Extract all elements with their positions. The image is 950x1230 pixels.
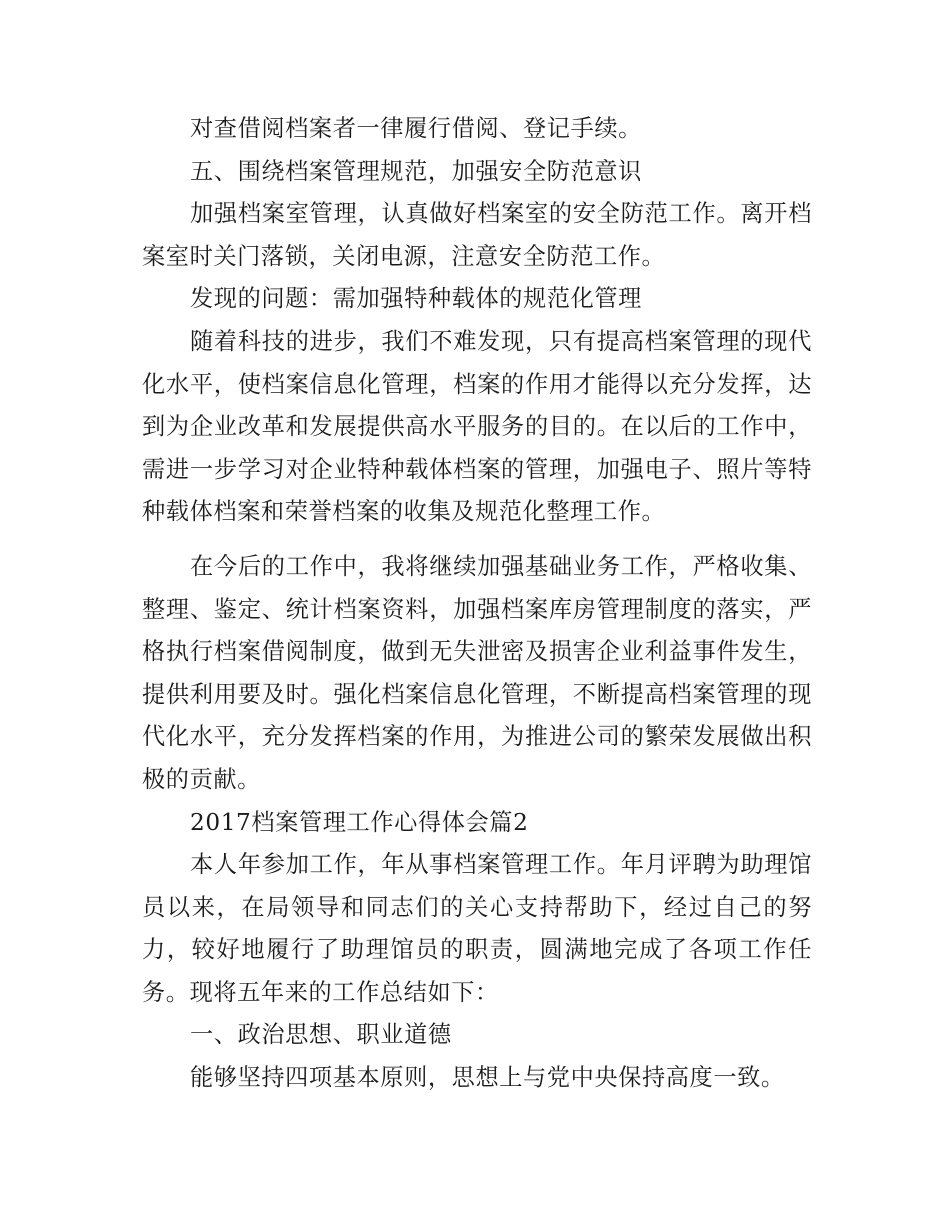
- paragraph-future-work: 在今后的工作中，我将继续加强基础业务工作，严格收集、整理、鉴定、统计档案资料，加强档案库房管理制度的落实，严格执行档案借阅制度，做到无失泄密及损害企业利益事件发生，提供利用要及时。强化档案信息化管理，不断提高档案管理的现代化水平，充分发挥档案的作用，为推进公司的繁荣发展做出积极的贡献。: [142, 552, 812, 793]
- section-heading-security: 五、围绕档案管理规范，加强安全防范意识: [190, 157, 642, 185]
- heading-problems-found: 发现的问题：需加强特种载体的规范化管理: [190, 285, 642, 313]
- paragraph-principles: 能够坚持四项基本原则，思想上与党中央保持高度一致。: [190, 1064, 785, 1092]
- article-title-part-2: 2017档案管理工作心得体会篇2: [190, 808, 529, 836]
- paragraph-borrowing-procedure: 对查借阅档案者一律履行借阅、登记手续。: [190, 115, 642, 142]
- section-heading-political-ethics: 一、政治思想、职业道德: [190, 1021, 452, 1049]
- paragraph-security: 加强档案室管理，认真做好档案室的安全防范工作。离开档案室时关门落锁，关闭电源，注意安全防范工作。: [142, 200, 812, 270]
- document-body: [142, 108, 812, 1100]
- paragraph-modernization: 随着科技的进步，我们不难发现，只有提高档案管理的现代化水平，使档案信息化管理，档案的作用才能得以充分发挥，达到为企业改革和发展提供高水平服务的目的。在以后的工作中，需进一步学习对企业特种载体档案的管理，加强电子、照片等特种载体档案和荣誉档案的收集及规范化整理工作。: [142, 327, 812, 526]
- paragraph-personal-summary: 本人年参加工作，年从事档案管理工作。年月评聘为助理馆员以来，在局领导和同志们的关心支持帮助下，经过自己的努力，较好地履行了助理馆员的职责，圆满地完成了各项工作任务。现将五年来的工作总结如下：: [142, 851, 812, 1006]
